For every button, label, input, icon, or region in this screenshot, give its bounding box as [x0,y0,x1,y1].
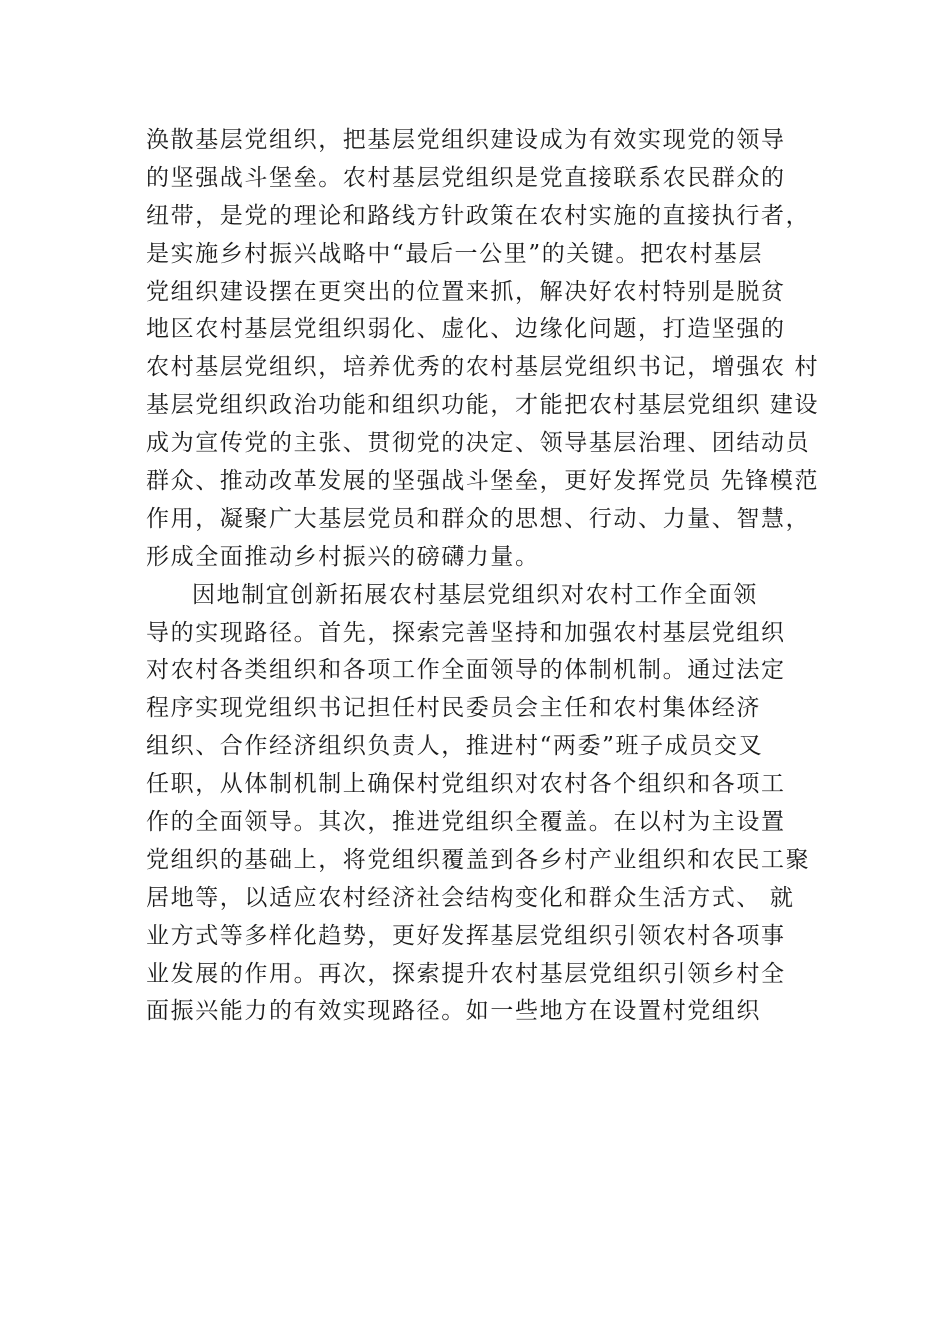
text-line: 成为宣传党的主张、贯彻党的决定、领导基层治理、团结动员 [146,430,811,457]
text-line: 地区农村基层党组织弱化、虚化、边缘化问题，打造坚强的 [146,316,786,343]
text-line: 业发展的作用。再次，探索提升农村基层党组织引领乡村全 [146,960,786,987]
paragraph-start-line: 因地制宜创新拓展农村基层党组织对农村工作全面领 [192,581,758,608]
text-line: 居地等，以适应农村经济社会结构变化和群众生活方式、 就 [146,884,795,911]
text-line: 党组织建设摆在更突出的位置来抓，解决好农村特别是脱贫 [146,278,786,305]
text-line: 农村基层党组织，培养优秀的农村基层党组织书记，增强农 村 [146,354,820,381]
text-line: 导的实现路径。首先，探索完善坚持和加强农村基层党组织 [146,619,786,646]
text-line: 作的全面领导。其次，推进党组织全覆盖。在以村为主设置 [146,809,786,836]
text-line: 形成全面推动乡村振兴的磅礴力量。 [146,543,540,570]
text-line: 任职，从体制机制上确保村党组织对农村各个组织和各项工 [146,771,786,798]
text-line: 党组织的基础上，将党组织覆盖到各乡村产业组织和农民工聚 [146,846,811,873]
text-line: 群众、推动改革发展的坚强战斗堡垒，更好发挥党员 先锋模范 [146,468,820,495]
text-line: 的坚强战斗堡垒。农村基层党组织是党直接联系农民群众的 [146,164,786,191]
text-line: 是实施乡村振兴战略中“最后一公里”的关键。把农村基层 [146,240,764,267]
text-line: 组织、合作经济组织负责人，推进村“两委”班子成员交叉 [146,733,764,760]
text-line: 基层党组织政治功能和组织功能，才能把农村基层党组织 建设 [146,392,820,419]
text-line: 纽带，是党的理论和路线方针政策在农村实施的直接执行者， [146,202,811,229]
text-line: 对农村各类组织和各项工作全面领导的体制机制。通过法定 [146,657,786,684]
text-line: 涣散基层党组织，把基层党组织建设成为有效实现党的领导 [146,127,786,153]
text-line: 作用，凝聚广大基层党员和群众的思想、行动、力量、智慧， [146,505,811,532]
body-text [146,122,836,1031]
text-line: 程序实现党组织书记担任村民委员会主任和农村集体经济 [146,695,761,722]
text-line: 业方式等多样化趋势，更好发挥基层党组织引领农村各项事 [146,922,786,949]
text-line: 面振兴能力的有效实现路径。如一些地方在设置村党组织 [146,998,761,1025]
